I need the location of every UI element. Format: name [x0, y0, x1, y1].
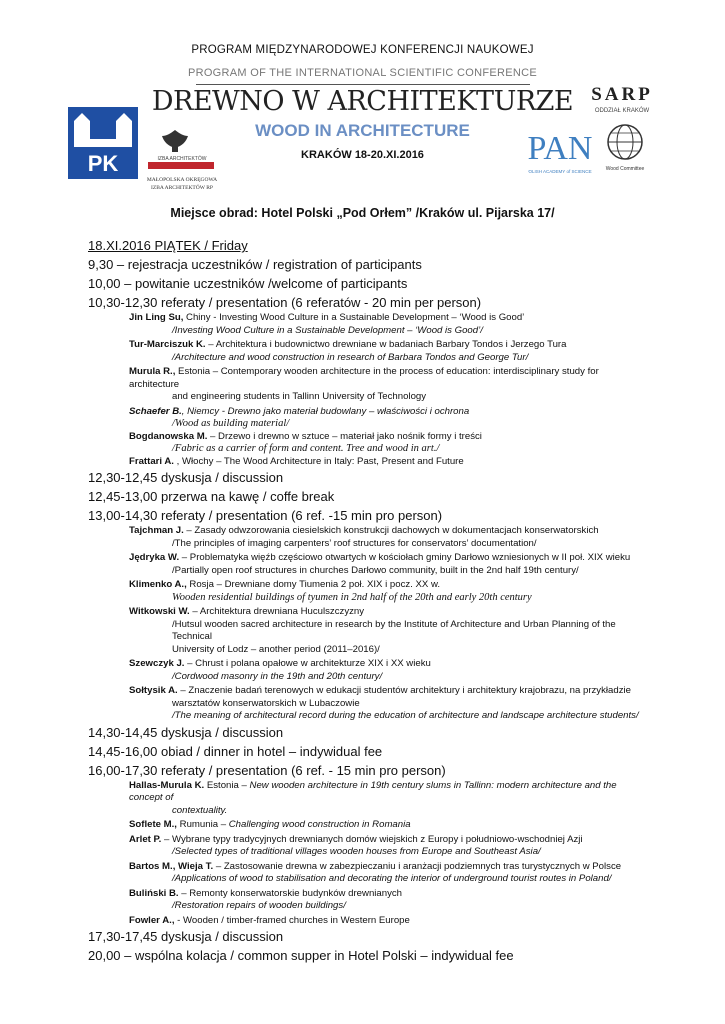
topic-en: /Fabric as a carrier of form and content. Tree and wood in art./	[172, 443, 440, 454]
presentation-entry	[129, 834, 649, 859]
schedule-item: 16,00-17,30 referaty / presentation (6 ref. - 15 min pro person)	[88, 762, 446, 778]
header-line-en: PROGRAM OF THE INTERNATIONAL SCIENTIFIC CONFERENCE	[187, 67, 538, 79]
author: Buliński B.	[129, 887, 179, 899]
schedule-item: 10,30-12,30 referaty / presentation (6 referatów - 20 min per person)	[88, 295, 482, 310]
day-heading: 18.XI.2016 PIĄTEK / Friday	[88, 238, 248, 253]
topic-en: /The meaning of architectural record during the education of architecture and landscape architecture students/	[172, 710, 639, 721]
topic: – Remonty konserwatorskie budynków drewnianych	[178, 887, 403, 899]
author: Murula R.,	[129, 366, 176, 377]
schedule-item: 14,45-16,00 obiad / dinner in hotel – indywidual fee	[88, 743, 383, 759]
topic: – Problematyka więźb częściowo otwartych w kościołach gminy Darłowo wzniesionych w II poł. XIX wieku	[179, 552, 631, 563]
topic: – Zastosowanie drewna w zabezpieczaniu i aranżacji podziemnych tras turystycznych w Polsce	[213, 860, 622, 872]
topic-en: /Investing Wood Culture in a Sustainable Development – ‘Wood is Good’/	[172, 324, 483, 336]
presentation-entry	[129, 861, 649, 886]
topic-title: New wooden architecture in 19th century slums in Tallinn: modern architecture and the concept of	[129, 779, 617, 803]
schedule-item: 14,30-14,45 dyskusja / discussion	[88, 724, 284, 740]
presentation-entry	[129, 606, 649, 656]
presentation-entry	[129, 339, 649, 364]
presentation-entry	[129, 366, 649, 404]
conference-title: DREWNO W ARCHITEKTURZE	[151, 86, 574, 117]
chamber-of-architects-logo	[140, 128, 225, 198]
venue-line: Miejsce obrad: Hotel Polski „Pod Orłem” /Kraków ul. Pijarska 17/	[170, 206, 555, 220]
author: Sołtysik A.	[129, 685, 178, 696]
topic-en: Wooden residential buildings of tyumen in 2nd half of the 20th and early 20th century	[172, 591, 532, 603]
topic: , Włochy – The Wood Architecture in Italy: Past, Present and Future	[173, 455, 464, 467]
topic-en: /Selected types of traditional villages wooden houses from Europe and Southeast Asia/	[172, 846, 541, 857]
sarp-logo	[590, 80, 654, 118]
pan-subtext: POLISH ACADEMY of SCIENCES	[528, 169, 592, 174]
author: Klimenko A.,	[129, 579, 187, 590]
city-date: KRAKÓW 18-20.XI.2016	[301, 149, 424, 161]
author: Hallas-Murula K.	[129, 779, 205, 791]
presentation-entry	[129, 312, 649, 337]
topic-en: /Hutsul wooden sacred architecture in research by the Institute of Architecture and Urban Planning of the Technical	[172, 618, 616, 642]
topic: Estonia – Contemporary wooden architecture in the process of education: interdisciplinary study for architecture	[129, 366, 599, 390]
pk-logo-text: PK	[87, 151, 119, 176]
topic-en: /Applications of wood to stabilisation and decorating the interior of underground tourist routes in Poland/	[172, 873, 612, 884]
topic-en: /Partially open roof structures in churches Darłowo community, built in the 2nd half 19th century/	[172, 564, 579, 576]
presentation-entry	[129, 819, 649, 832]
sia-small-text: IZBA ARCHITEKTÓW	[157, 156, 207, 162]
topic: – Wybrane typy tradycyjnych drewnianych domów wiejskich z Europy i południowo-wschodniej Azji	[161, 833, 583, 845]
author: Jędryka W.	[129, 552, 180, 563]
author: Frattari A.	[129, 455, 174, 467]
author: Bartos M., Wieja T.	[129, 860, 214, 872]
topic: – Zasady odwzorowania ciesielskich konstrukcji dachowych w dokumentacjach konserwatorskich	[183, 525, 599, 536]
schedule-item: 12,30-12,45 dyskusja / discussion	[88, 470, 284, 485]
sarp-subtext: ODDZIAŁ KRAKÓW	[594, 108, 650, 114]
topic: Rosja – Drewniane domy Tiumenia 2 poł. XIX i pocz. XX w.	[186, 579, 441, 590]
topic: – Drzewo i drewno w sztuce – materiał jako nośnik formy i treści	[207, 430, 482, 442]
topic: Chiny - Investing Wood Culture in a Sustainable Development – ‘Wood is Good’	[183, 312, 525, 323]
schedule-item: 12,45-13,00 przerwa na kawę / coffe break	[88, 489, 335, 504]
sia-text-2: IZBA ARCHITEKTÓW RP	[151, 185, 213, 191]
topic-en: /Cordwood masonry in the 19th and 20th century/	[172, 670, 383, 682]
header-line-pl: PROGRAM MIĘDZYNARODOWEJ KONFERENCJI NAUKOWEJ	[191, 44, 534, 56]
presentation-entry	[129, 658, 649, 683]
topic-title: Challenging wood construction in Romania	[228, 819, 411, 830]
topic-continued: and engineering students in Tallinn University of Technology	[172, 391, 427, 402]
presentation-entry	[129, 579, 649, 604]
author: Tur-Marciszuk K.	[129, 339, 206, 350]
topic-en: /The principles of imaging carpenters’ roof structures for conservators’ documentation/	[172, 537, 537, 549]
program-body	[88, 238, 648, 967]
presentation-entry	[129, 431, 649, 456]
schedule-item: 9,30 – rejestracja uczestników / registration of participants	[88, 257, 422, 272]
wood-committee-text: Wood Committee	[605, 166, 645, 172]
presentation-entry	[129, 685, 649, 723]
author: Witkowski W.	[129, 606, 190, 617]
author: Bogdanowska M.	[129, 430, 208, 442]
wood-committee-logo	[603, 120, 651, 176]
topic-continued: contextuality.	[172, 804, 228, 816]
topic: - Wooden / timber-framed churches in Western Europe	[174, 914, 410, 926]
author: Szewczyk J.	[129, 658, 185, 669]
schedule-item: 10,00 – powitanie uczestników /welcome of participants	[88, 276, 408, 291]
header-divider	[196, 84, 530, 85]
topic-en: /Restoration repairs of wooden buildings/	[172, 900, 346, 911]
topic: – Chrust i polana opałowe w architekturze XIX i XX wieku	[184, 658, 431, 669]
sia-text-1: MAŁOPOLSKA OKRĘGOWA	[146, 177, 218, 183]
author: Soflete M.,	[129, 819, 177, 830]
pan-text: PAN	[528, 130, 592, 167]
sarp-text: SARP	[591, 84, 653, 105]
topic-continued: University of Lodz – another period (2011–2016)/	[172, 643, 380, 655]
topic-en: /Architecture and wood construction in research of Barbara Tondos and George Tur/	[172, 351, 529, 363]
topic-en: /Wood as building material/	[172, 418, 290, 429]
presentation-entry	[129, 915, 649, 928]
presentation-entry	[129, 780, 649, 818]
schedule-item: 13,00-14,30 referaty / presentation (6 ref. -15 min pro person)	[88, 508, 443, 523]
topic: Rumunia –	[176, 819, 229, 830]
topic: , Niemcy - Drewno jako materiał budowlany – właściwości i ochrona	[181, 405, 470, 417]
topic-continued: warsztatów konserwatorskich w Lubaczowie	[172, 697, 360, 709]
presentation-entry	[129, 552, 649, 577]
author: Jin Ling Su,	[129, 312, 184, 323]
presentation-entry	[129, 888, 649, 913]
presentation-entry	[129, 456, 649, 469]
topic: – Znaczenie badań terenowych w edukacji studentów architektury i architektury krajobrazu, na przykładzie	[177, 685, 631, 696]
presentation-entry	[129, 406, 649, 431]
topic: – Architektura drewniana Huculszczyzny	[189, 606, 365, 617]
presentation-entry	[129, 525, 649, 550]
topic: Estonia –	[204, 779, 250, 791]
pan-logo	[528, 123, 592, 179]
topic: – Architektura i budownictwo drewniane w badaniach Barbary Tondos i Jerzego Tura	[205, 339, 567, 350]
author: Arlet P.	[129, 833, 162, 845]
author: Schaefer B.	[129, 405, 182, 417]
author: Tajchman J.	[129, 525, 184, 536]
schedule-item: 17,30-17,45 dyskusja / discussion	[88, 929, 284, 944]
schedule-item: 20,00 – wspólna kolacja / common supper in Hotel Polski – indywidual fee	[88, 948, 514, 963]
conference-subtitle: WOOD IN ARCHITECTURE	[255, 121, 470, 140]
author: Fowler A.,	[129, 914, 175, 926]
